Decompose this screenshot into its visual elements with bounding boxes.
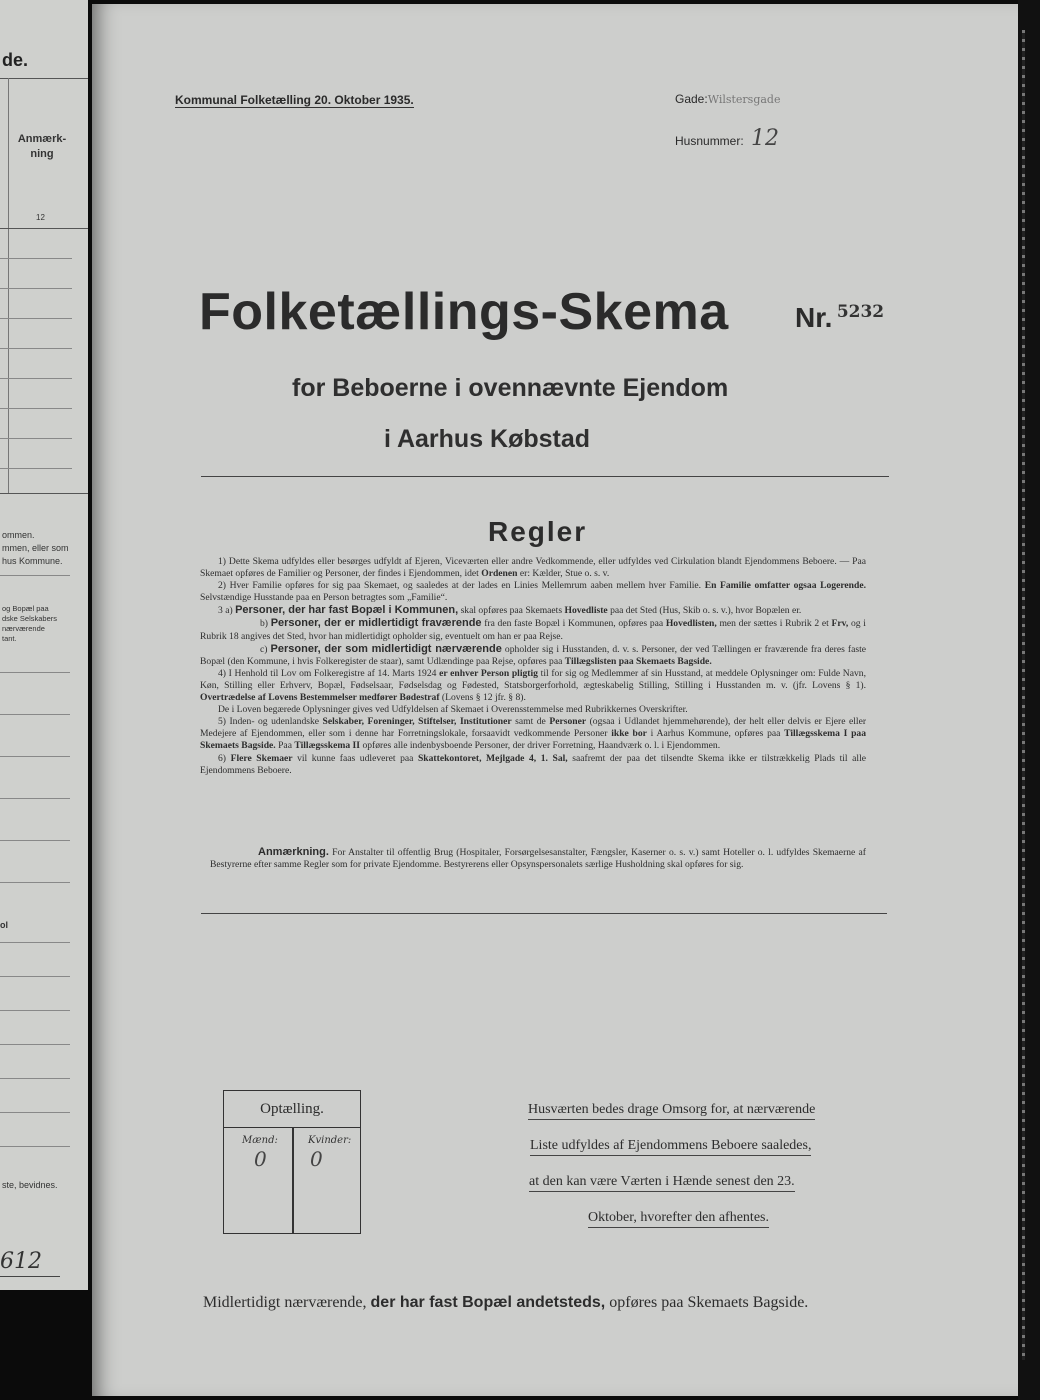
left-note-d: ste, bevidnes.: [2, 1180, 58, 1190]
rule-5-bold: Selskaber, Foreninger, Stiftelser, Institutioner: [322, 716, 512, 728]
street-label: Gade:: [675, 92, 708, 106]
rule-3c-label: c): [260, 643, 268, 655]
rule-5-text: 5) Inden- og udenlandske: [218, 716, 320, 728]
rule-5-bold-2: Personer: [549, 716, 587, 728]
house-number-value: 12: [751, 126, 780, 151]
rule-5-text-2: samt de: [515, 716, 546, 728]
title-divider: [201, 476, 889, 477]
house-number-field: [675, 126, 779, 151]
rules-heading: Regler: [488, 516, 588, 547]
rule-3b-text: fra den faste Bopæl i Kommunen, opføres paa: [484, 618, 664, 630]
form-title: Folketællings-Skema: [199, 283, 729, 341]
left-note-b-3: nærværende: [2, 624, 45, 633]
footer-part-1: Midlertidigt nærværende,: [203, 1294, 367, 1311]
rule-5-bold-5: Tillægsskema II: [294, 740, 361, 752]
rule-1-bold: Ordenen: [481, 568, 518, 580]
form-number: [795, 302, 884, 334]
census-form-page: [92, 4, 1018, 1396]
women-count: 0: [310, 1147, 323, 1171]
rule-2-end: Selvstændige Husstande paa en Person betragtes som „Familie“.: [200, 592, 448, 604]
note-text: For Anstalter til offentlig Brug (Hospitaler, Forsørgelsesanstalter, Fængsler, Kaserner o. s. v.) samt Hoteller o. l. udfyldes Skemaerne af Bestyrerne efter samme Regler som for private Ejendomme. Bestyrerens eller Opsynspersonalets særlige Husholdning skal opføres for sig.: [210, 847, 866, 871]
rule-3a-text: skal opføres paa Skemaets: [460, 605, 563, 617]
instruction-line-4: Oktober, hvorefter den afhentes.: [588, 1210, 769, 1228]
rule-3c-bold: Personer, der som midlertidigt nærværende: [270, 642, 502, 655]
note-paragraph: [210, 846, 866, 871]
left-note-a-2: mmen, eller som: [2, 543, 69, 553]
rule-3b-text-2: men der sættes i Rubrik 2 et: [719, 618, 829, 630]
binding-edge: [1018, 0, 1040, 1400]
rule-3c-text: opholder sig i Husstanden, d. v. s. Personer, der ved Tællingen er fraværende fra deres faste Bopæl (den Kommune, i hvis Folkeregister de staar), samt Udlændinge paa Rejse, opføres paa: [200, 643, 866, 667]
rule-5-bold-3: ikke bor: [611, 728, 647, 740]
rule-1-end: er: Kælder, Stue o. s. v.: [519, 568, 610, 580]
instruction-line-3: at den kan være Værten i Hænde senest den 23.: [529, 1174, 795, 1192]
form-subtitle-1: for Beboerne i ovennævnte Ejendom: [292, 374, 729, 402]
rule-3a-end: paa det Sted (Hus, Skib o. s. v.), hvor Bopælen er.: [610, 605, 802, 617]
left-note-a-3: hus Kommune.: [2, 556, 63, 566]
rule-5-text-4: i Aarhus Kommune, opføres paa: [650, 728, 781, 740]
rule-4-bold: er enhver Person pligtig: [439, 667, 538, 679]
left-note-b-1: og Bopæl paa: [2, 604, 49, 613]
left-note-a-1: ommen.: [2, 530, 35, 540]
rule-5-bold-4: Tillægsskema I paa Skemaets Bagside.: [200, 728, 867, 752]
rule-4-bold-2: Overtrædelse af Lovens Bestemmelser medfører Bødestraf: [200, 692, 440, 704]
left-note-b-4: tant.: [2, 634, 17, 643]
count-box: [223, 1090, 361, 1234]
rule-3b-bold-3: Frv,: [831, 618, 849, 630]
rule-6-bold: Flere Skemaer: [230, 752, 293, 764]
left-note-b-2: dske Selskabers: [2, 614, 58, 623]
left-col-number: 12: [36, 213, 45, 222]
rule-3b-end: og i Rubrik 18 angives det Sted, hvor han midlertidigt opholder sig, eventuelt om han er paa Rejse.: [200, 618, 866, 642]
form-number-value: 5232: [836, 302, 885, 322]
footer-part-3: opføres paa Skemaets Bagside.: [609, 1294, 809, 1311]
rule-4-text-2: til for sig og Medlemmer af sin Husstand, at meddele Oplysninger om: Fulde Navn, Køn, Stilling eller Erhverv, Bopæl, Fødselsaar, Fødselsdag og Fødested, Statsborgerforhold, ægteskabelig Stilling, Stilling i Husstanden m. v. (jfr. Lovens § 1).: [200, 667, 866, 691]
note-divider: [201, 913, 887, 914]
rule-4-end: (Lovens § 12 jfr. § 8).: [441, 692, 526, 704]
rule-3b-bold-2: Hovedlisten,: [665, 618, 717, 630]
rule-6-bold-2: Skattekontoret, Mejlgade 4, 1. Sal,: [417, 752, 568, 764]
census-line: Kommunal Folketælling 20. Oktober 1935.: [175, 93, 414, 107]
street-value: Wilstersgade: [707, 93, 781, 106]
house-number-label: Husnummer:: [675, 134, 744, 148]
rules-text: [200, 556, 866, 777]
instruction-line-2: Liste udfyldes af Ejendommens Beboere saaledes,: [530, 1138, 811, 1156]
rule-3b-label: b): [260, 618, 268, 630]
rule-2-bold: En Familie omfatter ogsaa Logerende.: [704, 580, 867, 592]
rule-5-text-3: (ogsaa i Udlandet hjemmehørende), der helt eller delvis er Ejere eller Medejere af Ejendommen, eller som i denne har Forretningslokale, forsaavidt vedkommende Personer: [200, 716, 867, 740]
rule-3a-label: 3 a): [218, 605, 233, 617]
rule-4-text: 4) I Henhold til Lov om Folkeregistre af 14. Marts 1924: [218, 667, 437, 679]
women-label: Kvinder:: [308, 1135, 352, 1146]
rule-6-end: saafremt der paa det tilsendte Skema ikke er tilstrækkelig Plads til alle Ejendommens Beboere.: [200, 752, 867, 776]
rule-3a-bold: Personer, der har fast Bopæl i Kommunen,: [235, 604, 459, 617]
count-box-title: Optælling.: [224, 1091, 360, 1128]
men-count: 0: [254, 1147, 267, 1171]
footer-note: [203, 1294, 808, 1312]
left-page-fragment: [0, 0, 88, 1290]
left-col-header: Anmærk-ning: [17, 133, 67, 160]
rule-4-text-3: De i Loven begærede Oplysninger gives ved Udfyldelsen af Skemaet i Overensstemmelse med Rubrikkernes Overskrifter.: [218, 704, 688, 716]
left-note-c: ol: [0, 920, 8, 930]
left-handwritten-number: 612: [0, 1249, 42, 1274]
rule-3a-bold-2: Hovedliste: [564, 605, 608, 617]
rule-5-end: opføres alle indenbysboende Personer, der driver Forretning, Haandværk o. l. i Ejendommen.: [362, 740, 721, 752]
footer-part-2: der har fast Bopæl andetsteds,: [370, 1294, 606, 1311]
rule-1-text: 1) Dette Skema udfyldes eller besørges udfyldt af Ejeren, Viceværten eller andre Vedkommende, eller udfyldes ved Cirkulation blandt Ejendommens Beboere. — Paa Skemaet opføres de Familier og Personer, der findes i Ejendommen, idet: [200, 556, 866, 580]
count-box-divider: [292, 1127, 294, 1233]
rule-2-text: 2) Hver Familie opføres for sig paa Skemaet, og saaledes at der lades en Linies Mellemrum aaben mellem hver Familie.: [218, 580, 702, 592]
rule-6-text: vil kunne faas udleveret paa: [297, 752, 414, 764]
rule-3c-bold-2: Tillægslisten paa Skemaets Bagside.: [564, 655, 712, 667]
rule-5-text-5: Paa: [278, 740, 292, 752]
street-field: [675, 92, 780, 106]
instruction-line-1: Husværten bedes drage Omsorg for, at nærværende: [528, 1102, 815, 1120]
form-subtitle-2: i Aarhus Købstad: [384, 425, 591, 453]
rule-3b-bold: Personer, der er midlertidigt fraværende: [270, 617, 482, 630]
rule-6-label: 6): [218, 752, 226, 764]
note-label: Anmærkning.: [258, 846, 329, 858]
men-label: Mænd:: [242, 1135, 278, 1146]
left-page-heading: de.: [2, 50, 29, 70]
form-number-label: Nr.: [795, 302, 833, 333]
